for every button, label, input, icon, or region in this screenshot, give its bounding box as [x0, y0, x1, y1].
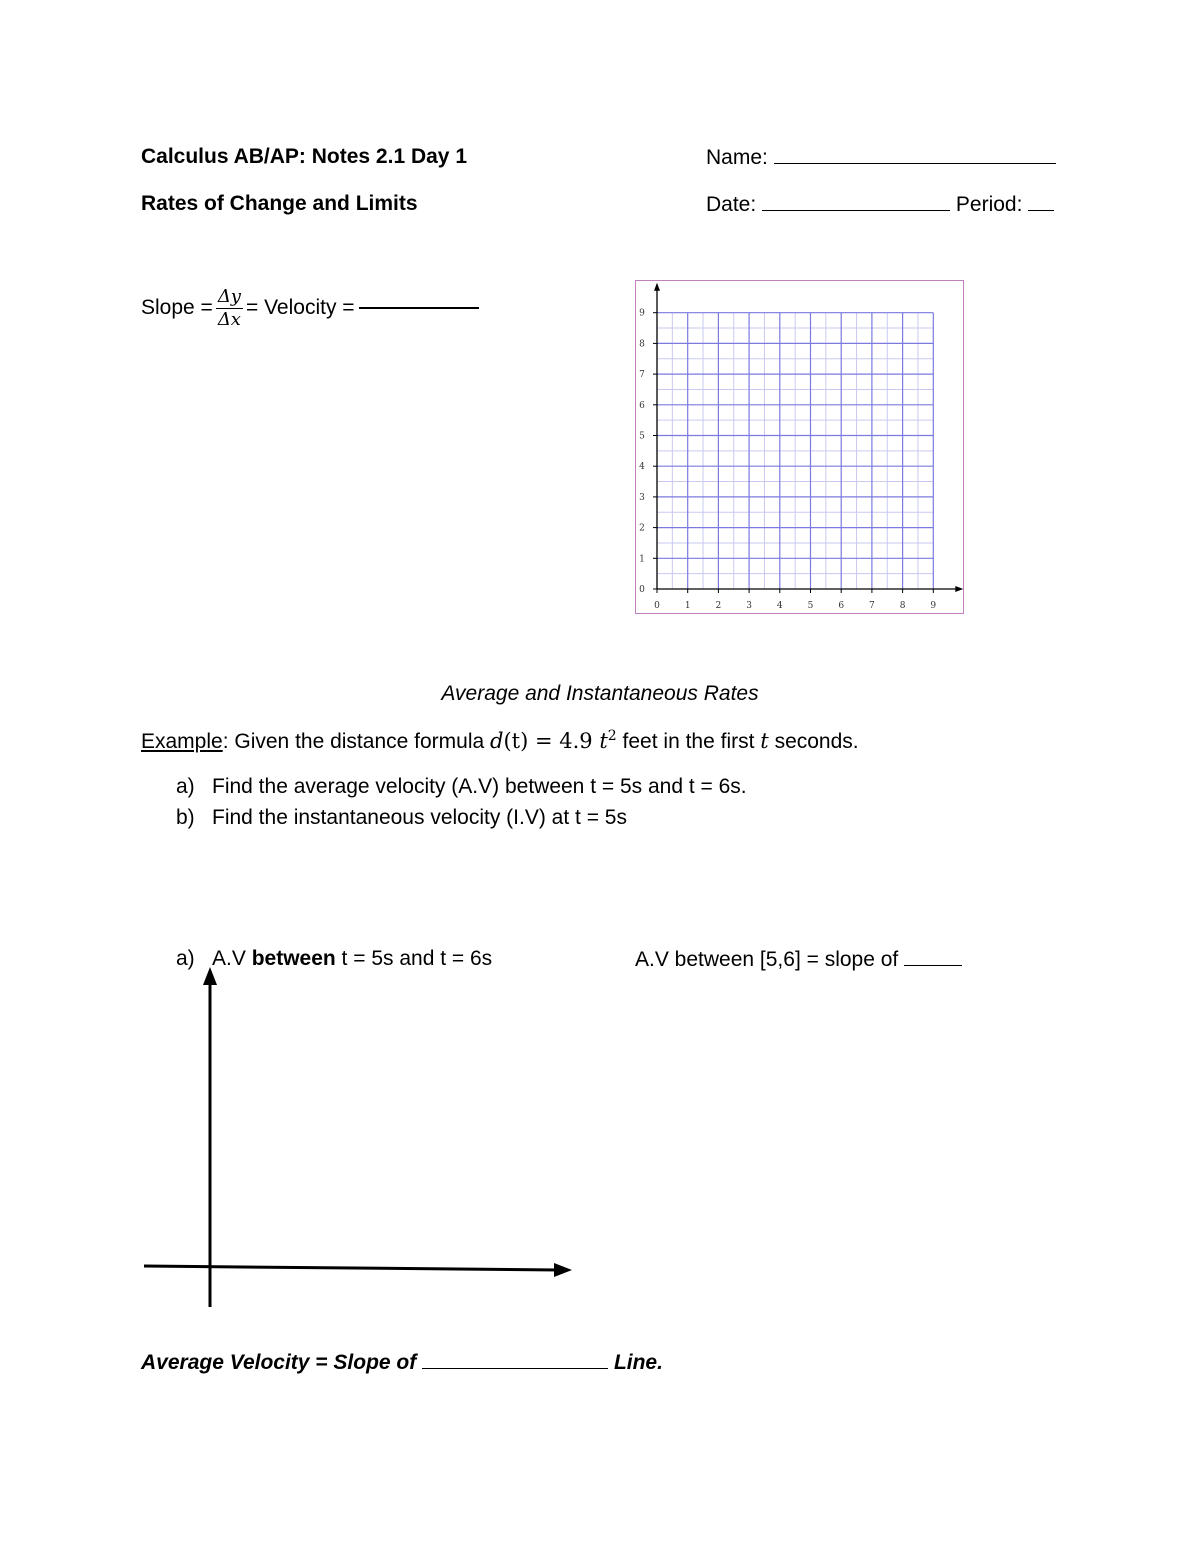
slope-label: Slope =: [141, 296, 213, 319]
footer-text-pre: Average Velocity = Slope of: [141, 1351, 417, 1374]
formula-arg: (t): [503, 729, 529, 753]
slope-formula: [141, 282, 479, 334]
formula-eq: = 4.9: [528, 729, 600, 753]
grid-y-tick-label: 5: [639, 431, 645, 442]
y-axis-arrow: [203, 967, 217, 985]
part-a-pre: A.V: [212, 947, 252, 970]
list-item-text: Find the average velocity (A.V) between t = 5s and t = 6s.: [212, 775, 747, 798]
name-field[interactable]: [706, 145, 1056, 170]
grid-y-tick-label: 8: [639, 339, 645, 350]
grid-x-tick-label: 8: [899, 601, 906, 611]
part-a-bold: between: [251, 947, 336, 970]
average-velocity-statement: [141, 1350, 663, 1375]
velocity-label: = Velocity =: [245, 296, 355, 319]
blank-axes: [140, 965, 580, 1315]
footer-text-post: Line.: [613, 1351, 663, 1374]
grid-y-tick-label: 6: [639, 400, 645, 411]
part-a-post: t = 5s and t = 6s: [335, 947, 493, 970]
section-title: Average and Instantaneous Rates: [441, 682, 759, 705]
grid-x-tick-label: 3: [746, 601, 752, 611]
example-text-3: seconds.: [768, 730, 859, 753]
list-item: [176, 775, 747, 799]
t-variable: t: [760, 729, 769, 753]
grid-y-tick-label: 3: [639, 492, 645, 503]
grid-y-tick-label: 0: [639, 585, 645, 595]
list-item-text: Find the instantaneous velocity (I.V) at t = 5s: [212, 806, 627, 829]
example-text-1: : Given the distance formula: [222, 730, 491, 753]
grid-y-tick-label: 4: [639, 462, 645, 473]
grid-x-tick-label: 7: [869, 601, 875, 611]
formula-t: t: [599, 729, 608, 753]
grid-y-tick-label: 9: [639, 308, 645, 319]
grid-x-tick-label: 0: [654, 601, 660, 611]
grid-x-tick-label: 6: [838, 601, 845, 611]
grid-x-tick-label: 5: [807, 601, 814, 611]
period-blank[interactable]: [1028, 192, 1054, 211]
part-a-marker: a): [176, 947, 195, 970]
grid-x-tick-label: 4: [776, 601, 783, 611]
date-blank[interactable]: [762, 192, 950, 211]
list-marker: a): [176, 775, 195, 798]
slope-of-blank[interactable]: [904, 947, 962, 966]
list-item: [176, 806, 627, 830]
grid-x-tick-label: 9: [930, 601, 937, 611]
grid-frame: [636, 281, 964, 614]
grid-y-tick-label: 7: [639, 370, 645, 381]
period-label: Period:: [955, 193, 1023, 216]
list-marker: b): [176, 806, 195, 829]
example-statement: [141, 728, 859, 754]
example-label: Example: [141, 730, 223, 753]
date-label: Date:: [706, 193, 757, 216]
grid-y-tick-label: 2: [639, 523, 645, 534]
formula-exponent: 2: [607, 728, 617, 744]
grid-y-tick-label: 1: [639, 554, 645, 565]
x-axis-arrow: [554, 1263, 572, 1277]
formula-d: d: [490, 729, 504, 753]
coordinate-grid: [635, 280, 965, 615]
topic-title: Rates of Change and Limits: [141, 192, 418, 215]
velocity-fraction-line: [359, 307, 479, 309]
delta-y: Δy: [217, 285, 241, 307]
part-a-right: [635, 947, 962, 972]
slope-fraction: [216, 286, 243, 331]
grid-x-tick-label: 1: [684, 601, 691, 611]
course-title: Calculus AB/AP: Notes 2.1 Day 1: [141, 145, 467, 168]
part-a-right-text: A.V between [5,6] = slope of: [635, 948, 899, 971]
grid-x-tick-label: 2: [715, 601, 722, 611]
delta-x: Δx: [217, 308, 241, 330]
line-type-blank[interactable]: [422, 1350, 608, 1369]
name-label: Name:: [706, 146, 768, 169]
date-period-row: [706, 192, 1054, 217]
name-blank[interactable]: [774, 145, 1056, 164]
x-axis: [144, 1266, 558, 1270]
example-text-2: feet in the first: [616, 730, 761, 753]
